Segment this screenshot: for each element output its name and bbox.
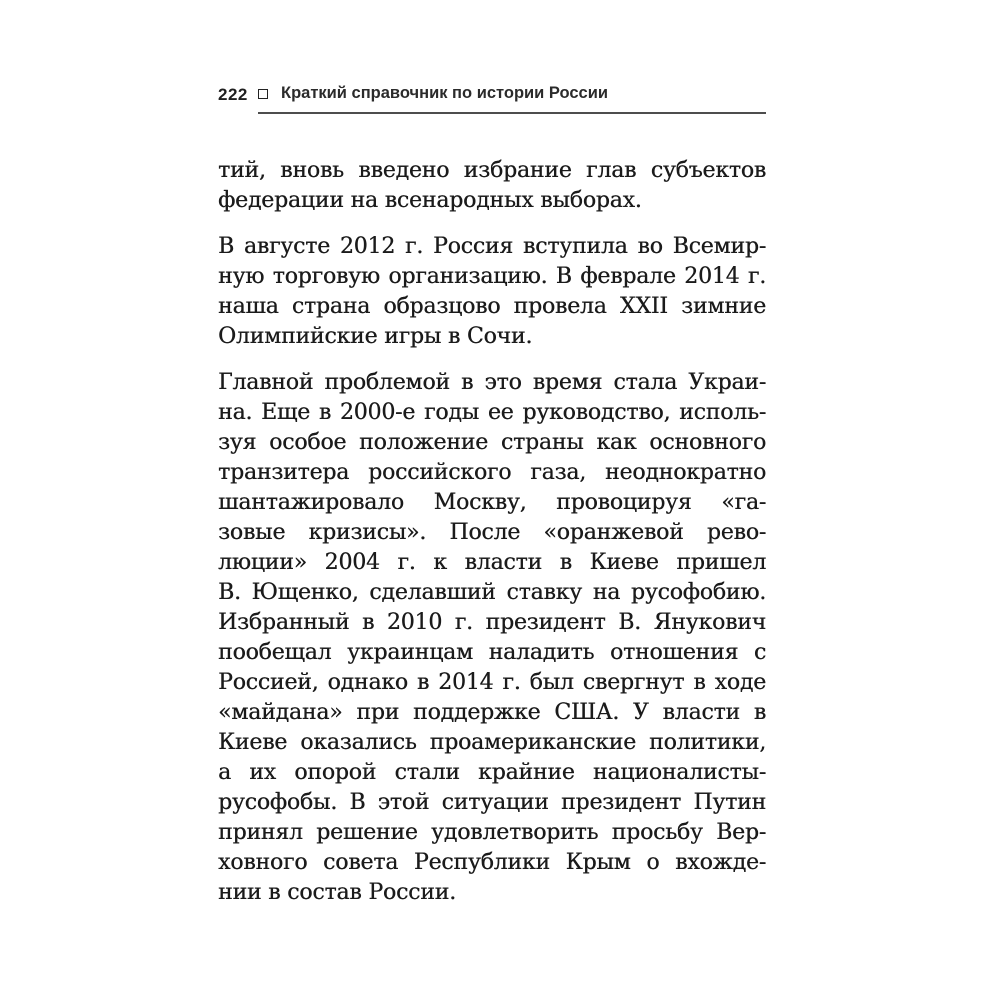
text-line: Киеве оказались проамериканские политики,	[218, 730, 766, 755]
text-line: Избранный в 2010 г. президент В. Янукович	[218, 610, 766, 635]
text-line: В. Ющенко, сделавший ставку на русофобию.	[218, 580, 766, 605]
running-title: Краткий справочник по истории России	[281, 84, 608, 102]
text-line: принял решение удовлетворить просьбу Вер-	[218, 820, 766, 845]
text-line: наша страна образцово провела XXII зимние	[218, 294, 766, 319]
text-line: а их опорой стали крайние националисты-	[218, 760, 766, 785]
text-line: шантажировало Москву, провоцируя «га-	[218, 490, 766, 515]
text-line: Россией, однако в 2014 г. был свергнут в ходе	[218, 670, 766, 695]
paragraph	[218, 156, 766, 216]
text-line: федерации на всенародных выборах.	[218, 188, 642, 213]
open-square-icon	[258, 89, 268, 99]
text-line: на. Еще в 2000-е годы ее руководство, исполь-	[218, 400, 766, 425]
running-header	[218, 84, 766, 114]
page-number: 222	[218, 85, 248, 104]
paragraph	[218, 232, 766, 352]
text-line: зуя особое положение страны как основного	[218, 430, 766, 455]
text-line: транзитера российского газа, неоднократно	[218, 460, 766, 485]
text-line: Олимпийские игры в Сочи.	[218, 324, 533, 349]
text-line: ховного совета Республики Крым о вхожде-	[218, 850, 766, 875]
text-line: Главной проблемой в это время стала Украи-	[218, 370, 766, 395]
paragraph	[218, 368, 766, 908]
header-title-group	[258, 84, 766, 114]
text-line: зовые кризисы». После «оранжевой рево-	[218, 520, 766, 545]
text-line: «майдана» при поддержке США. У власти в	[218, 700, 766, 725]
text-line: В августе 2012 г. Россия вступила во Всемир-	[218, 234, 766, 259]
text-line: пообещал украинцам наладить отношения с	[218, 640, 766, 665]
text-block	[218, 84, 766, 908]
text-line: люции» 2004 г. к власти в Киеве пришел	[218, 550, 766, 575]
text-line: тий, вновь введено избрание глав субъектов	[218, 158, 766, 183]
text-line: ную торговую организацию. В феврале 2014 г.	[218, 264, 766, 289]
text-line: нии в состав России.	[218, 880, 456, 905]
text-line: русофобы. В этой ситуации президент Путин	[218, 790, 766, 815]
body-text	[218, 156, 766, 908]
